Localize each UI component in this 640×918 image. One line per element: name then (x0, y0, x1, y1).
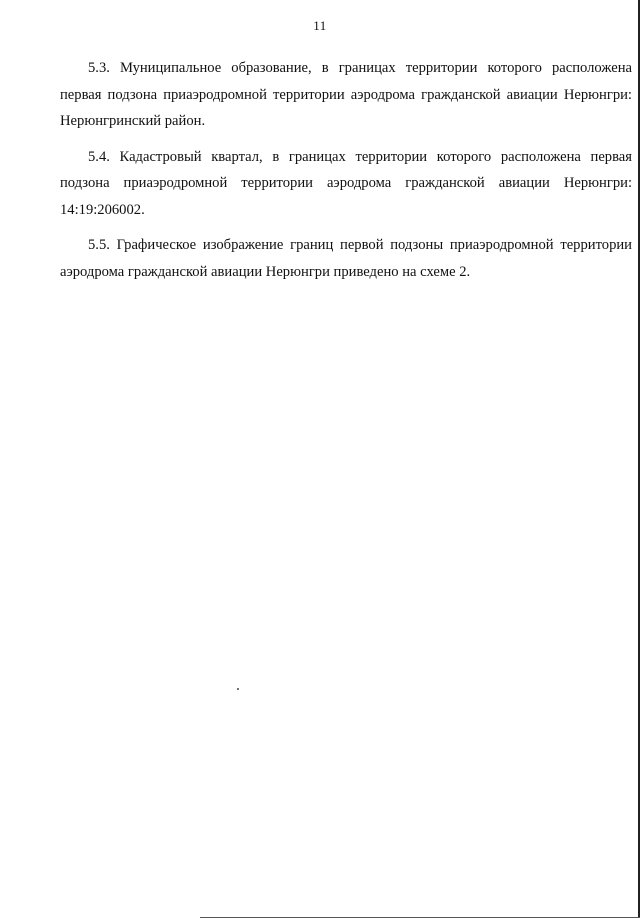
paragraph-5-4: 5.4. Кадастровый квартал, в границах территории которого расположена первая подзона приаэродромной территории аэродрома гражданской авиации Нерюнгри: 14:19:206002. (60, 148, 632, 218)
document-body (60, 55, 632, 294)
paragraph-5-3: 5.3. Муниципальное образование, в границах территории которого расположена первая подзона приаэродромной территории аэродрома гражданской авиации Нерюнгри: Нерюнгринский район. (60, 60, 632, 129)
paragraph-5-5: 5.5. Графическое изображение границ первой подзоны приаэродромной территории аэродрома гражданской авиации Нерюнгри приведено на схеме 2. (60, 237, 632, 280)
page-number: 11 (313, 18, 327, 33)
scan-speck (237, 688, 239, 690)
